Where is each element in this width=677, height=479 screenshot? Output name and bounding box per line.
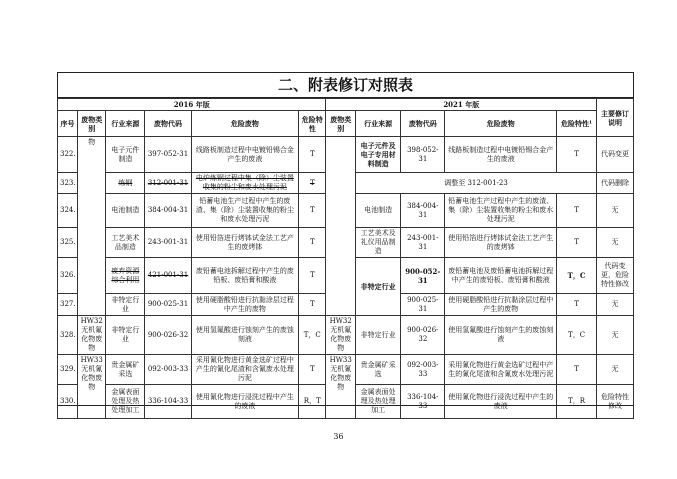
note-cell: 无 — [597, 228, 634, 258]
seq-cell: 329. — [58, 355, 78, 385]
code-2021-cell: 243-001-31 — [401, 228, 445, 258]
waste-cell: 线路板制造过程中电镀铅锡合金产生的废液 — [191, 137, 298, 173]
code-cell: 312-001-31 — [145, 173, 191, 194]
note-cell: 无 — [597, 355, 634, 385]
code-2021-cell: 384-004-31 — [401, 194, 445, 228]
code-2021-cell: 900-052-31 — [401, 258, 445, 294]
code-cell: 421-001-31 — [145, 258, 191, 294]
cat-2021-cell: HW32 无机氟化物废物 — [326, 316, 355, 355]
char-cell: T — [299, 355, 326, 385]
seq-cell: 322. — [58, 137, 78, 173]
char-2021-cell: T，C — [557, 258, 597, 294]
note-cell: 无 — [597, 316, 634, 355]
seq-cell: 330. — [58, 385, 78, 419]
waste-2021-cell: 线路板制造过程中电镀铅锡合金产生的废液 — [445, 137, 557, 173]
char-cell: T — [299, 294, 326, 316]
waste-cell: 使用硬脂酸铅进行抗黏涂层过程中产生的废物 — [191, 294, 298, 316]
code-cell: 397-052-31 — [145, 137, 191, 173]
ind-cell: 电子元件制造 — [106, 137, 145, 173]
ind-2021-cell: 非特定行业 — [355, 316, 400, 355]
seq-cell: 324. — [58, 194, 78, 228]
header-char: 危险特性 — [299, 111, 326, 137]
seq-cell: 323. — [58, 173, 78, 194]
ind-cell: 贵金属矿采选 — [106, 355, 145, 385]
note-cell: 代码变更，危险特性修改 — [597, 258, 634, 294]
char-2021-cell: T — [557, 228, 597, 258]
ind-cell: 非特定行业 — [106, 294, 145, 316]
table-row — [58, 355, 634, 385]
char-cell: T — [299, 194, 326, 228]
code-cell: 092-003-33 — [145, 355, 191, 385]
waste-cell: 电炉炼钢过程中集（除）尘装置收集的粉尘和废水处理污泥 — [191, 173, 298, 194]
header-cat-2021: 废物类别 — [326, 111, 355, 137]
header-code-2021: 废物代码 — [401, 111, 445, 137]
code-2021-cell: 092-003-33 — [401, 355, 445, 385]
page-title: 二、附表修订对照表 — [57, 72, 634, 98]
waste-cell: 使用氢氟酸进行蚀刻产生的废蚀刻液 — [191, 316, 298, 355]
header-seq: 序号 — [58, 111, 78, 137]
waste-2021-cell: 使用硬脂酸铅进行抗黏涂层过程中产生的废物 — [445, 294, 557, 316]
waste-2021-cell: 使用氢氟酸进行蚀刻产生的废蚀刻液 — [445, 316, 557, 355]
seq-cell: 327. — [58, 294, 78, 316]
char-2021-cell: T — [557, 194, 597, 228]
seq-cell: 325. — [58, 228, 78, 258]
ind-cell: 废弃资源综合利用 — [106, 258, 145, 294]
waste-cell: 使用氰化物进行浸洗过程中产生的废液 — [191, 385, 298, 419]
cat-2021-cell — [326, 137, 355, 316]
ind-2021-cell: 贵金属矿采选 — [355, 355, 400, 385]
ind-cell: 非特定行业 — [106, 316, 145, 355]
cat-2021-cell: HW33 无机氰化物废物 — [326, 355, 355, 419]
code-cell: 243-001-31 — [145, 228, 191, 258]
note-cell: 危险特性修改 — [597, 385, 634, 419]
ind-cell: 电池制造 — [106, 194, 145, 228]
header-waste-2021: 危险废物 — [445, 111, 557, 137]
header-char-2021: 危险特性¹ — [557, 111, 597, 137]
char-cell: T — [299, 173, 326, 194]
header-note: 主要修订说明 — [597, 99, 634, 137]
char-cell: R，T — [299, 385, 326, 419]
cat-cell: HW33 无机氰化物废物 — [78, 355, 106, 419]
header-2021: 2021 年版 — [326, 99, 597, 111]
ind-cell: 炼钢 — [106, 173, 145, 194]
note-cell: 代码删除 — [597, 173, 634, 194]
code-2021-cell: 900-025-31 — [401, 294, 445, 316]
ind-2021-cell: 电子元件及电子专用材料制造 — [355, 137, 400, 173]
char-cell: T — [299, 228, 326, 258]
waste-cell: 采用氰化物进行黄金选矿过程中产生的氰化尾渣和含氰废水处理污泥 — [191, 355, 298, 385]
ind-cell: 工艺美术品制造 — [106, 228, 145, 258]
adjust-cell: 调整至 312-001-23 — [355, 173, 596, 194]
code-cell: 336-104-33 — [145, 385, 191, 419]
header-waste: 危险废物 — [191, 111, 298, 137]
note-cell: 无 — [597, 194, 634, 228]
code-2021-cell: 900-026-32 — [401, 316, 445, 355]
char-cell: T — [299, 258, 326, 294]
waste-2021-cell: 铅蓄电池生产过程中产生的废渣、集（除）尘装置收集的粉尘和废水处理污泥 — [445, 194, 557, 228]
char-2021-cell: T，C — [557, 316, 597, 355]
waste-2021-cell: 使用铅箔进行烤钵试金法工艺产生的废烤钵 — [445, 228, 557, 258]
waste-cell: 使用铅箔进行烤钵试金法工艺产生的废烤钵 — [191, 228, 298, 258]
page-number: 36 — [333, 432, 344, 441]
ind-2021-cell: 非特定行业 — [355, 258, 400, 316]
code-cell: 384-004-31 — [145, 194, 191, 228]
seq-cell: 328. — [58, 316, 78, 355]
code-cell: 900-025-31 — [145, 294, 191, 316]
header-ind: 行业来源 — [106, 111, 145, 137]
char-cell: T，C — [299, 316, 326, 355]
ind-2021-cell: 电池制造 — [355, 194, 400, 228]
note-cell: 代码变更 — [597, 137, 634, 173]
char-2021-cell: T，R — [557, 385, 597, 419]
code-cell: 900-026-32 — [145, 316, 191, 355]
cat-cell: 物 — [78, 137, 106, 316]
waste-cell: 铅蓄电池生产过程中产生的废渣、集（除）尘装置收集的粉尘和废水处理污泥 — [191, 194, 298, 228]
ind-2021-cell: 金属表面处理及热处理加工 — [355, 385, 400, 419]
waste-2021-cell: 使用氰化物进行浸洗过程中产生的废液 — [445, 385, 557, 419]
header-ind-2021: 行业来源 — [355, 111, 400, 137]
code-2021-cell: 336-104-33 — [401, 385, 445, 419]
cat-cell: HW32 无机氟化物废物 — [78, 316, 106, 355]
waste-cell: 废铅蓄电池拆解过程中产生的废铅板、废铅膏和酸液 — [191, 258, 298, 294]
char-2021-cell: T — [557, 355, 597, 385]
header-2016: 2016 年版 — [58, 99, 326, 111]
table-row — [58, 316, 634, 355]
ind-cell: 金属表面处理及热处理加工 — [106, 385, 145, 419]
waste-2021-cell: 采用氰化物进行黄金选矿过程中产生的氰化尾渣和含氰废水处理污泥 — [445, 355, 557, 385]
header-cat: 废物类别 — [78, 111, 106, 137]
char-2021-cell: T — [557, 294, 597, 316]
ind-2021-cell: 工艺美术及礼仪用品制造 — [355, 228, 400, 258]
note-cell: 无 — [597, 294, 634, 316]
header-code: 废物代码 — [145, 111, 191, 137]
waste-2021-cell: 废铅蓄电池及废铅蓄电池拆解过程中产生的废铅板、废铅膏和酸液 — [445, 258, 557, 294]
char-cell: T — [299, 137, 326, 173]
seq-cell: 326. — [58, 258, 78, 294]
revision-table — [57, 98, 634, 419]
char-2021-cell: T — [557, 137, 597, 173]
table-row — [58, 137, 634, 173]
code-2021-cell: 398-052-31 — [401, 137, 445, 173]
